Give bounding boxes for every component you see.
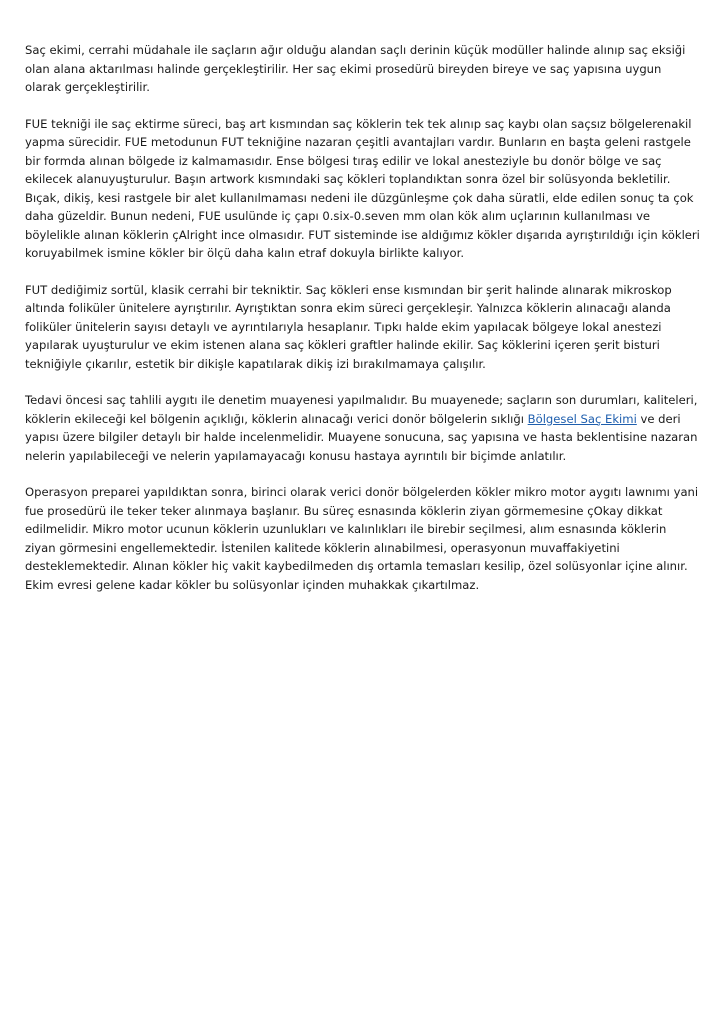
bolgesel-sac-ekimi-link[interactable]: Bölgesel Saç Ekimi [527,411,637,426]
paragraph-treatment [25,391,700,465]
document-body [25,41,700,612]
paragraph-treatment-before: Tedavi öncesi saç tahlili aygıtı ile denetim muayenesi yapılmalıdır. Bu muayenede; saçların son durumları, kaliteleri, köklerin ekileceği kel bölgenin açıklığı, köklerin alınacağı verici donör bölgelerin sıklığı [25,393,698,426]
paragraph-treatment-after: ve deri yapısı üzere bilgiler detaylı bir halde incelenmelidir. Muayene sonucuna, saç yapısına ve hasta beklentisine nazaran nelerin yapılabileceği ve nelerin yapılamayacağı konusu hastaya ayrıntılı bir biçimde anlatılır. [25,411,698,463]
paragraph-operation: Operasyon preparei yapıldıktan sonra, birinci olarak verici donör bölgelerden kökler mikro motor aygıtı lawnımı yani fue prosedürü ile teker teker alınmaya başlanır. Bu süreç esnasında köklerin ziyan görmemesine çOkay dikkat edilmelidir. Mikro motor ucunun köklerin uzunlukları ve kalınlıkları ile birebir seçilmesi, alım esnasında köklerin ziyan görmesini engellemektedir. İstenilen kalitede köklerin alınabilmesi, operasyonun muvaffakiyetini desteklemektedir. Alınan kökler hiç vakit kaybedilmeden dış ortamla temasları kesilip, özel solüsyonlar içine alınır. Ekim evresi gelene kadar kökler bu solüsyonlar içinden muhakkak çıkartılmaz. [25,485,699,592]
paragraph-fue: FUE tekniği ile saç ektirme süreci, baş art kısmından saç köklerin tek tek alınıp saç kaybı olan saçsız bölgelerenakil yapma sürecidir. FUE metodunun FUT tekniğine nazaran çeşitli avantajları vardır. Bunların en başta geleni rastgele bir formda alınan bölgede iz kalmamasıdır. Ense bölgesi tıraş edilir ve lokal anesteziyle bu donör bölge ve saç ekilecek alanuyuşturulur. Başın artwork kısmındaki saç kökleri toplandıktan sonra özel bir solüsyonda bekletilir. Bıçak, dikiş, kesi rastgele bir alet kullanılmaması nedeni ile düzgünleşme çok daha süratli, elde edilen sonuç ta çok daha güzeldir. Bunun nedeni, FUE usulünde iç çapı 0.six-0.seven mm olan kök alım uçlarının kullanılması ve böylelikle alınan köklerin çAlright ince olmasıdır. FUT sisteminde ise aldığımız kökler dışarıda ayrıştırıldığı için kökleri koruyabilmek ismine kökler bir ölçü daha kalın etraf dokuyla birlikte kalıyor. [25,116,700,260]
paragraph-fut: FUT dediğimiz sortül, klasik cerrahi bir tekniktir. Saç kökleri ense kısmından bir şerit halinde alınarak mikroskop altında foliküler ünitelere ayrıştırılır. Ayrıştıktan sonra ekim süreci gerçekleşir. Yalnızca köklerin alınacağı alanda foliküler ünitelerin sayısı detaylı ve ayrıntılarıyla hesaplanır. Tıpkı halde ekim yapılacak bölgeye lokal anestezi yapılarak uyuşturulur ve ekim istenen alana saç kökleri graftler halinde ekilir. Saç köklerini içeren şerit bisturi tekniğiyle çıkarılır, estetik bir dikişle kapatılarak dikiş izi bırakılmamaya çalışılır. [25,282,672,371]
paragraph-intro: Saç ekimi, cerrahi müdahale ile saçların ağır olduğu alandan saçlı derinin küçük modüller halinde alınıp saç eksiği olan alana aktarılması halinde gerçekleştirilir. Her saç ekimi prosedürü bireyden bireye ve saç yapısına uygun olarak gerçekleştirilir. [25,43,686,94]
